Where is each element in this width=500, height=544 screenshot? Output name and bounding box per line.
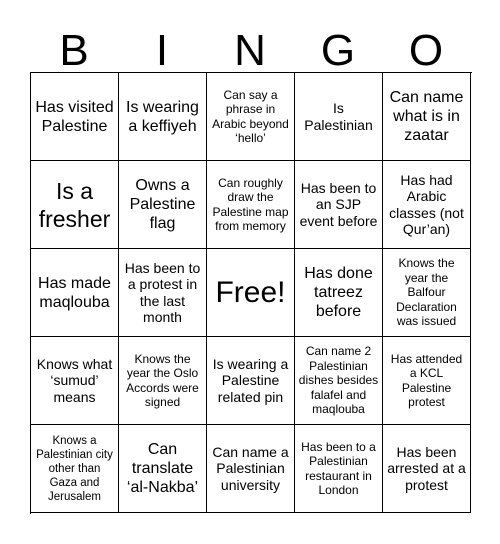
cell-text: Can name 2 Palestinian dishes besides falafel and maqlouba [298,344,379,417]
bingo-cell-r4-c5[interactable] [383,337,471,425]
cell-text: Is a fresher [38,177,111,232]
cell-text: Is wearing a keffiyeh [126,98,199,135]
cell-text: Can say a phrase in Arabic beyond ‘hello’ [212,87,289,145]
bingo-cell-r1-c3[interactable] [207,73,295,161]
cell-text: Can name what is in zaatar [389,89,464,144]
bingo-cell-r5-c2[interactable] [119,425,207,513]
cell-text: Owns a Palestine flag [129,177,196,232]
header-letter-b: B [59,26,89,75]
cell-text: Has attended a KCL Palestine protest [390,351,463,409]
cell-text: Has been to a protest in the last month [124,259,201,325]
bingo-cell-r3-c2[interactable] [119,249,207,337]
bingo-cell-r5-c3[interactable] [207,425,295,513]
cell-text: Can roughly draw the Palestine map from memory [212,175,289,233]
bingo-cell-r2-c3[interactable] [207,161,295,249]
bingo-cell-r5-c1[interactable] [31,425,119,513]
bingo-cell-r3-c4[interactable] [295,249,383,337]
bingo-cell-r3-c1[interactable] [31,249,119,337]
bingo-cell-r2-c5[interactable] [383,161,471,249]
cell-text: Knows the year the Balfour Declaration was issued [396,256,457,329]
cell-text: Has done tatreez before [304,265,373,320]
cell-text: Has visited Palestine [35,98,114,135]
bingo-cell-r4-c1[interactable] [31,337,119,425]
bingo-cell-r4-c3[interactable] [207,337,295,425]
bingo-cell-r3-c3-free[interactable] [207,249,295,337]
cell-text: Can name a Palestinian university [212,443,289,493]
bingo-cell-r1-c4[interactable] [295,73,383,161]
bingo-cell-r1-c5[interactable] [383,73,471,161]
bingo-cell-r5-c4[interactable] [295,425,383,513]
cell-text: Has had Arabic classes (not Qur’an) [389,171,464,237]
bingo-cell-r1-c1[interactable] [31,73,119,161]
header-letter-g: G [320,26,356,75]
cell-text: Knows a Palestinian city other than Gaza and Jerusalem [36,434,113,503]
cell-text: Is Palestinian [304,100,373,133]
cell-text: Has made maqlouba [38,274,111,311]
header-letter-i: I [155,26,169,75]
bingo-cell-r5-c5[interactable] [383,425,471,513]
bingo-cell-r4-c4[interactable] [295,337,383,425]
cell-text: Knows the year the Oslo Accords were signed [126,351,199,409]
cell-text: Has been arrested at a protest [387,443,466,493]
cell-text: Can translate ‘al-Nakba’ [126,441,199,496]
cell-text: Has been to a Palestinian restaurant in London [301,439,376,497]
free-space-text: Free! [215,275,286,309]
cell-text: Has been to an SJP event before [299,179,378,229]
bingo-cell-r2-c2[interactable] [119,161,207,249]
bingo-cell-r3-c5[interactable] [383,249,471,337]
bingo-cell-r1-c2[interactable] [119,73,207,161]
bingo-cell-r2-c4[interactable] [295,161,383,249]
header-letter-n: N [234,26,266,75]
bingo-cell-r2-c1[interactable] [31,161,119,249]
cell-text: Knows what ‘sumud’ means [36,355,113,405]
bingo-cell-r4-c2[interactable] [119,337,207,425]
cell-text: Is wearing a Palestine related pin [212,355,289,405]
bingo-grid [30,72,472,514]
header-letter-o: O [408,26,444,75]
